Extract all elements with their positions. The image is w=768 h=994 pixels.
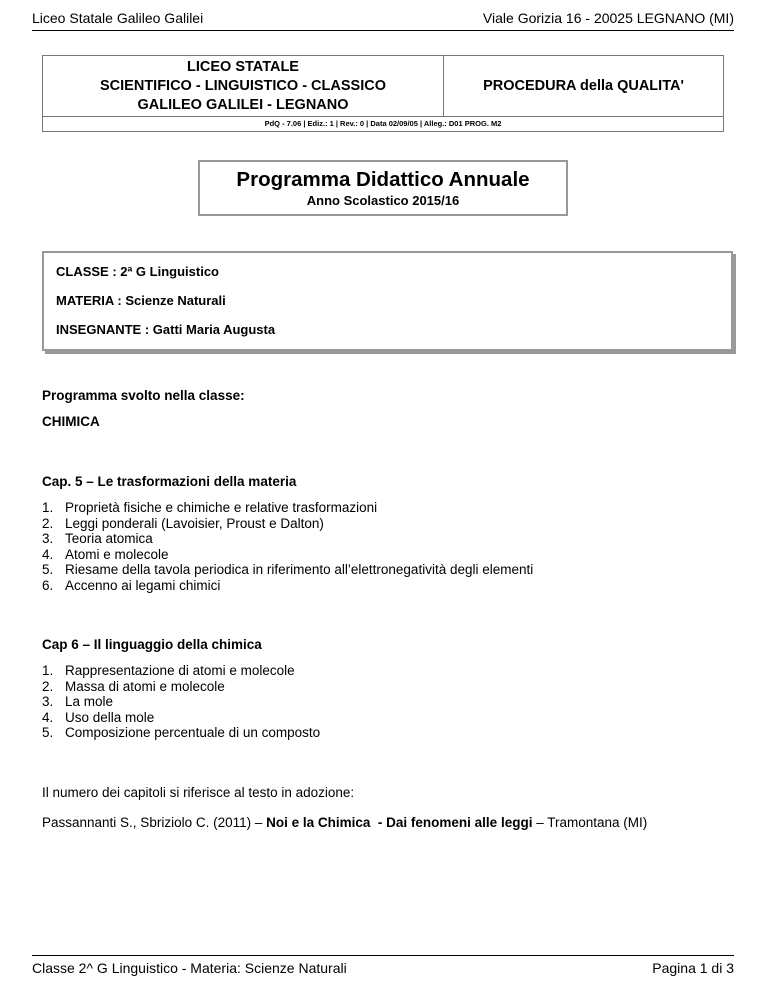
list-item: 3. La mole <box>42 694 114 709</box>
list-item: 5. Riesame della tavola periodica in riferimento all’elettronegatività degli elementi <box>42 562 534 577</box>
program-subject: CHIMICA <box>42 414 100 429</box>
teacher-label: INSEGNANTE : Gatti Maria Augusta <box>56 322 276 337</box>
chapter-title: Cap 6 – Il linguaggio della chimica <box>42 637 262 652</box>
procedure-label: PROCEDURA della QUALITA' <box>483 78 684 94</box>
school-line: GALILEO GALILEI - LEGNANO <box>137 97 349 113</box>
class-label: CLASSE : 2ª G Linguistico <box>56 264 219 279</box>
school-year: Anno Scolastico 2015/16 <box>306 193 460 208</box>
footer-class: Classe 2^ G Linguistico - Materia: Scienze Naturali <box>32 960 347 976</box>
class-info-box <box>42 251 733 351</box>
document-codes: PdQ - 7.06 | Ediz.: 1 | Rev.: 0 | Data 02/09/05 | Alleg.: D01 PROG. M2 <box>43 116 723 131</box>
list-item: 5. Composizione percentuale di un composto <box>42 725 321 740</box>
quality-box <box>42 55 724 132</box>
program-content <box>42 388 732 831</box>
page-header <box>32 8 734 31</box>
school-line: LICEO STATALE <box>187 59 299 75</box>
program-intro: Programma svolto nella classe: <box>42 388 245 403</box>
list-item: 1. Proprietà fisiche e chimiche e relative trasformazioni <box>42 500 378 515</box>
textbook-title: Noi e la Chimica - Dai fenomeni alle leggi <box>266 814 533 830</box>
header-school: Liceo Statale Galileo Galilei <box>32 10 204 26</box>
header-address: Viale Gorizia 16 - 20025 LEGNANO (MI) <box>482 10 734 26</box>
list-item: 1. Rappresentazione di atomi e molecole <box>42 663 295 678</box>
textbook-reference: Passannanti S., Sbriziolo C. (2011) – Noi e la Chimica - Dai fenomeni alle leggi – Tramontana (MI) <box>42 814 648 830</box>
school-name-block <box>43 56 444 116</box>
list-item: 6. Accenno ai legami chimici <box>42 577 221 593</box>
list-item: 2. Massa di atomi e molecole <box>42 678 225 694</box>
list-item: 4. Uso della mole <box>42 709 155 725</box>
page-number: Pagina 1 di 3 <box>652 960 734 976</box>
chapter-list <box>42 500 732 593</box>
list-item: 2. Leggi ponderali (Lavoisier, Proust e Dalton) <box>42 515 324 531</box>
school-line: SCIENTIFICO - LINGUISTICO - CLASSICO <box>100 78 386 94</box>
chapter-list <box>42 663 732 741</box>
list-item: 4. Atomi e molecole <box>42 546 169 562</box>
title-box <box>198 160 568 216</box>
page-footer <box>32 955 734 978</box>
list-item: 3. Teoria atomica <box>42 531 153 546</box>
document-title: Programma Didattico Annuale <box>236 168 530 191</box>
textbook-note: Il numero dei capitoli si riferisce al testo in adozione: <box>42 784 355 800</box>
chapter-title: Cap. 5 – Le trasformazioni della materia <box>42 474 297 489</box>
subject-label: MATERIA : Scienze Naturali <box>56 293 226 308</box>
